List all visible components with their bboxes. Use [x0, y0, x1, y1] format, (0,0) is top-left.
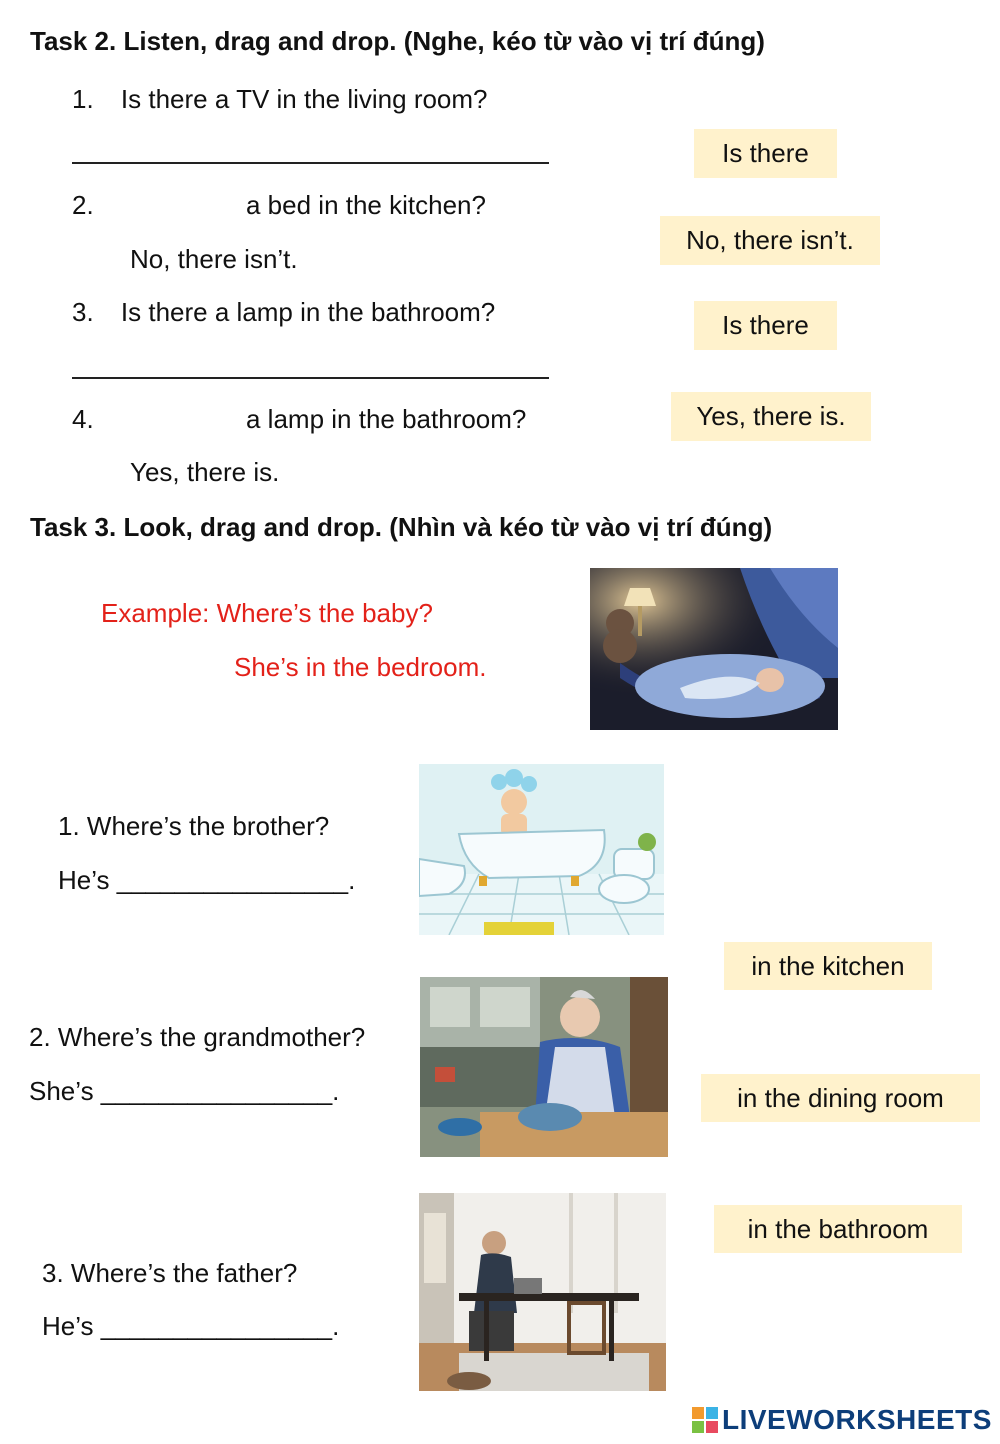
task3-q1-answer-drop-zone[interactable]: He’s ________________.	[58, 865, 356, 895]
task3-option-in-the-kitchen[interactable]: in the kitchen	[724, 942, 932, 990]
task3-q3-question: 3. Where’s the father?	[42, 1258, 298, 1288]
task3-q3-answer-drop-zone[interactable]: He’s ________________.	[42, 1311, 340, 1341]
task2-q3-answer-drop-zone[interactable]	[72, 377, 549, 379]
task2-q4-drop-zone[interactable]	[122, 400, 237, 436]
task3-heading: Task 3. Look, drag and drop. (Nhìn và kéo từ vào vị trí đúng)	[30, 512, 773, 542]
task2-q1-text: Is there a TV in the living room?	[120, 84, 488, 114]
task2-q3-number: 3.	[72, 297, 94, 327]
task2-q2-drop-zone[interactable]	[122, 186, 237, 222]
task2-option-yes-there-is[interactable]: Yes, there is.	[671, 392, 871, 441]
task2-option-no-there-isnt[interactable]: No, there isn’t.	[660, 216, 880, 265]
task3-q2-question: 2. Where’s the grandmother?	[29, 1022, 366, 1052]
task2-option-is-there-2[interactable]: Is there	[694, 301, 837, 350]
task2-q4-answer: Yes, there is.	[130, 457, 280, 487]
task2-heading: Task 2. Listen, drag and drop. (Nghe, kéo từ vào vị trí đúng)	[30, 26, 765, 56]
task3-q1-question: 1. Where’s the brother?	[58, 811, 330, 841]
baby-bedroom-image	[590, 568, 838, 730]
task2-q1-number: 1.	[72, 84, 94, 114]
bathroom-image	[419, 764, 664, 935]
liveworksheets-logo-text: LIVEWORKSHEETS	[722, 1404, 992, 1435]
task2-q3	[72, 297, 495, 328]
task3-option-in-the-dining-room[interactable]: in the dining room	[701, 1074, 980, 1122]
dining-room-image	[419, 1193, 666, 1391]
task2-q1-answer-drop-zone[interactable]	[72, 162, 549, 164]
task2-q3-text: Is there a lamp in the bathroom?	[120, 297, 496, 327]
task3-q2-answer-drop-zone[interactable]: She’s ________________.	[29, 1076, 340, 1106]
task2-q2-answer: No, there isn’t.	[130, 244, 298, 274]
liveworksheets-logo	[692, 1404, 992, 1436]
task2-q1	[72, 84, 488, 115]
task2-option-is-there-1[interactable]: Is there	[694, 129, 837, 178]
task2-q2-number: 2.	[72, 190, 94, 220]
task2-q4-text: a lamp in the bathroom?	[246, 404, 527, 434]
liveworksheets-badge-icon	[692, 1407, 718, 1433]
example-question: Example: Where’s the baby?	[101, 598, 433, 628]
task2-q4-number: 4.	[72, 404, 94, 434]
task3-option-in-the-bathroom[interactable]: in the bathroom	[714, 1205, 962, 1253]
kitchen-image	[420, 977, 668, 1157]
example-answer: She’s in the bedroom.	[234, 652, 487, 682]
task2-q2-text: a bed in the kitchen?	[246, 190, 486, 220]
